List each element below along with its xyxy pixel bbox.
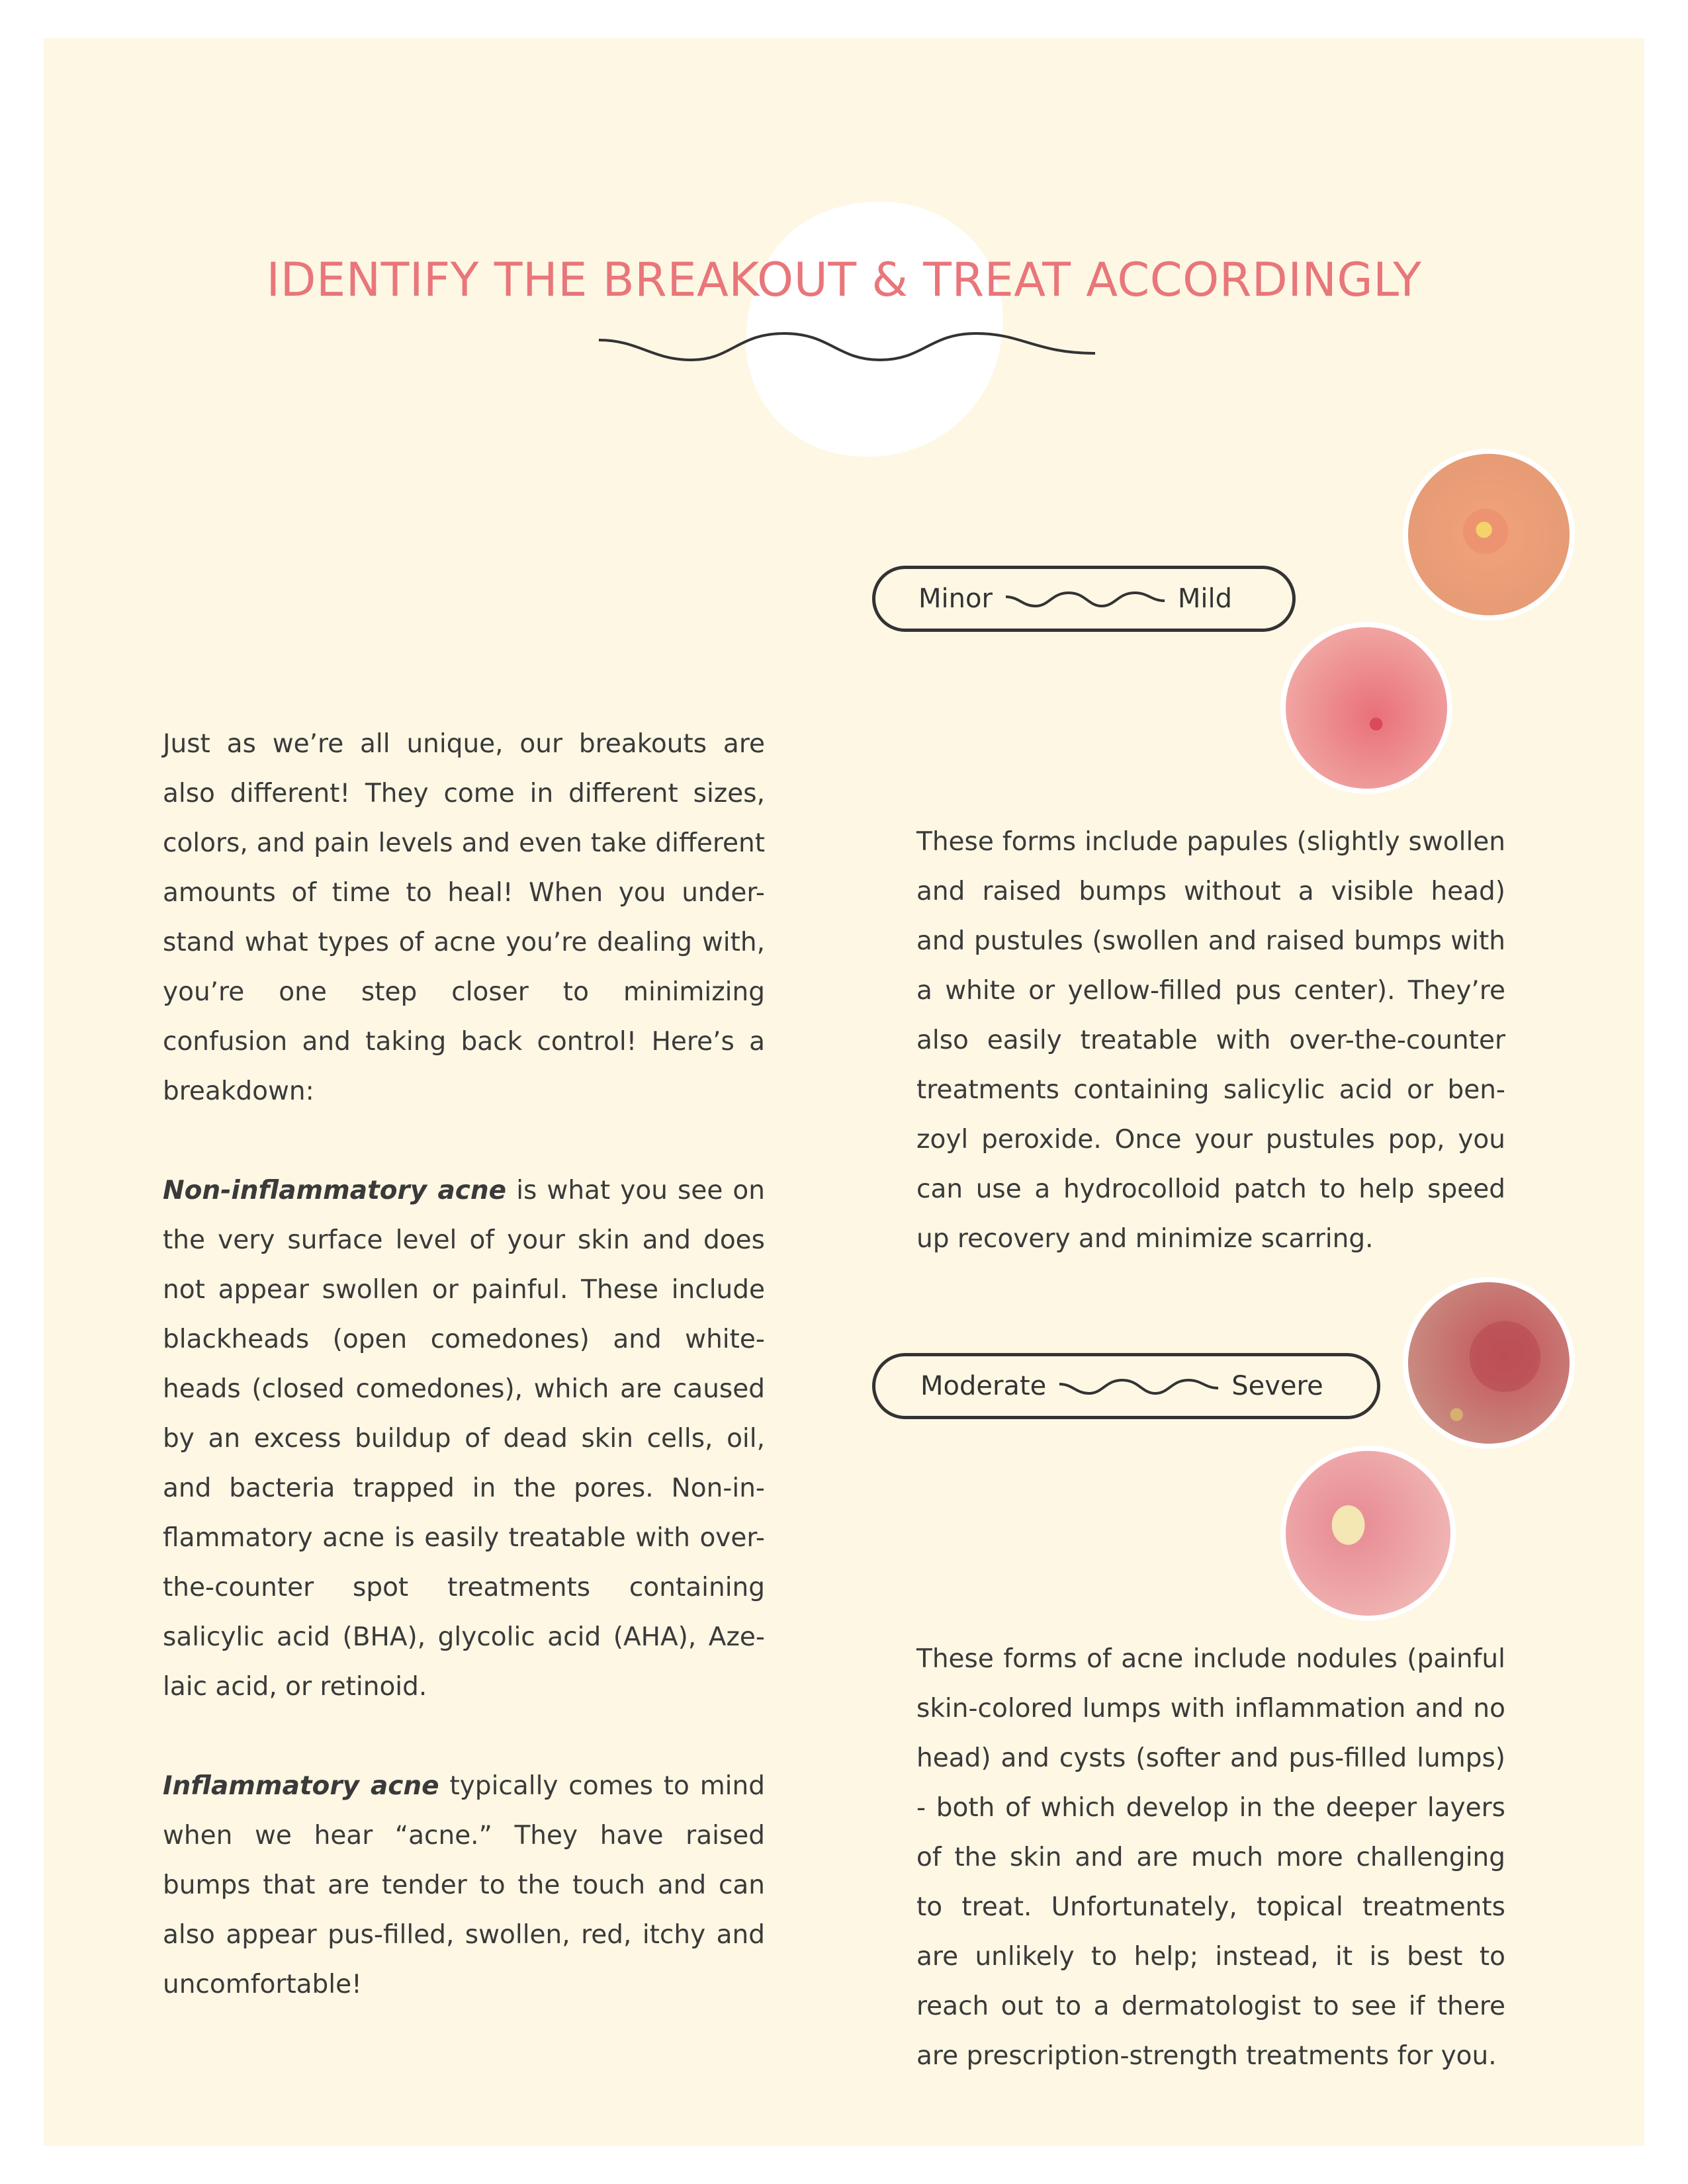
scale-label-moderate: Moderate: [920, 1371, 1047, 1401]
scale-label-minor: Minor: [918, 584, 993, 614]
left-column: [163, 719, 765, 2009]
non-inflammatory-text: is what you see on the very surface level of your skin and does not appear swollen or painful. These include blackheads (open comedones) and white-heads (closed comedones), which are caused by an excess buildup of dead skin cells, oil, and bacteria trapped in the pores. Non-in-flammatory acne is easily treatable with over-the-counter spot treatments containing salicylic acid (BHA), glycolic acid (AHA), Aze-laic acid, or retinoid.: [163, 1176, 765, 1702]
non-inflammatory-paragraph: [163, 1166, 765, 1712]
scale-label-mild: Mild: [1177, 584, 1233, 614]
scale-moderate-severe: [872, 1353, 1380, 1419]
pustule-photo: [1403, 449, 1575, 621]
inflammatory-term: Inflammatory acne: [163, 1771, 439, 1801]
papule-photo: [1280, 622, 1452, 794]
title-wave-divider: [599, 327, 1095, 367]
minor-mild-description: These forms include papules (slightly swollen and raised bumps without a visible head) and pustules (swollen and raised bumps with a white or yellow-filled pus center). They’re also easily treatable with over-the-counter treatments containing salicylic acid or ben-zoyl peroxide. Once your pustules pop, you can use a hydrocolloid patch to help speed up recovery and minimize scarring.: [916, 827, 1505, 1254]
non-inflammatory-term: Non-inflammatory acne: [163, 1176, 507, 1205]
scale-wave-icon: [1006, 589, 1165, 609]
page-title: IDENTIFY THE BREAKOUT & TREAT ACCORDINGLY: [266, 253, 1422, 307]
scale-minor-mild: [872, 566, 1296, 632]
scale-label-severe: Severe: [1231, 1371, 1323, 1401]
inflammatory-text: typically comes to mind when we hear “acne.” They have raised bumps that are tender to the touch and can also appear pus-filled, swollen, red, itchy and uncomfortable!: [163, 1771, 765, 1999]
cyst-photo: [1280, 1446, 1456, 1621]
nodule-photo: [1403, 1277, 1575, 1449]
moderate-severe-description: These forms of acne include nodules (painful skin-colored lumps with inflammation and no head) and cysts (softer and pus-filled lumps) - both of which develop in the deeper layers of the skin and are much more challenging to treat. Unfortunately, topical treatments are unlikely to help; instead, it is best to reach out to a dermatologist to see if there are prescription-strength treatments for you.: [916, 1644, 1505, 2071]
intro-paragraph: Just as we’re all unique, our breakouts are also different! They come in different sizes, colors, and pain levels and even take different amounts of time to heal! When you under-stand what types of acne you’re dealing with, you’re one step closer to minimizing confusion and taking back control! Here’s a breakdown:: [163, 729, 765, 1106]
inflammatory-paragraph: [163, 1761, 765, 2009]
scale-wave-icon: [1059, 1376, 1218, 1396]
